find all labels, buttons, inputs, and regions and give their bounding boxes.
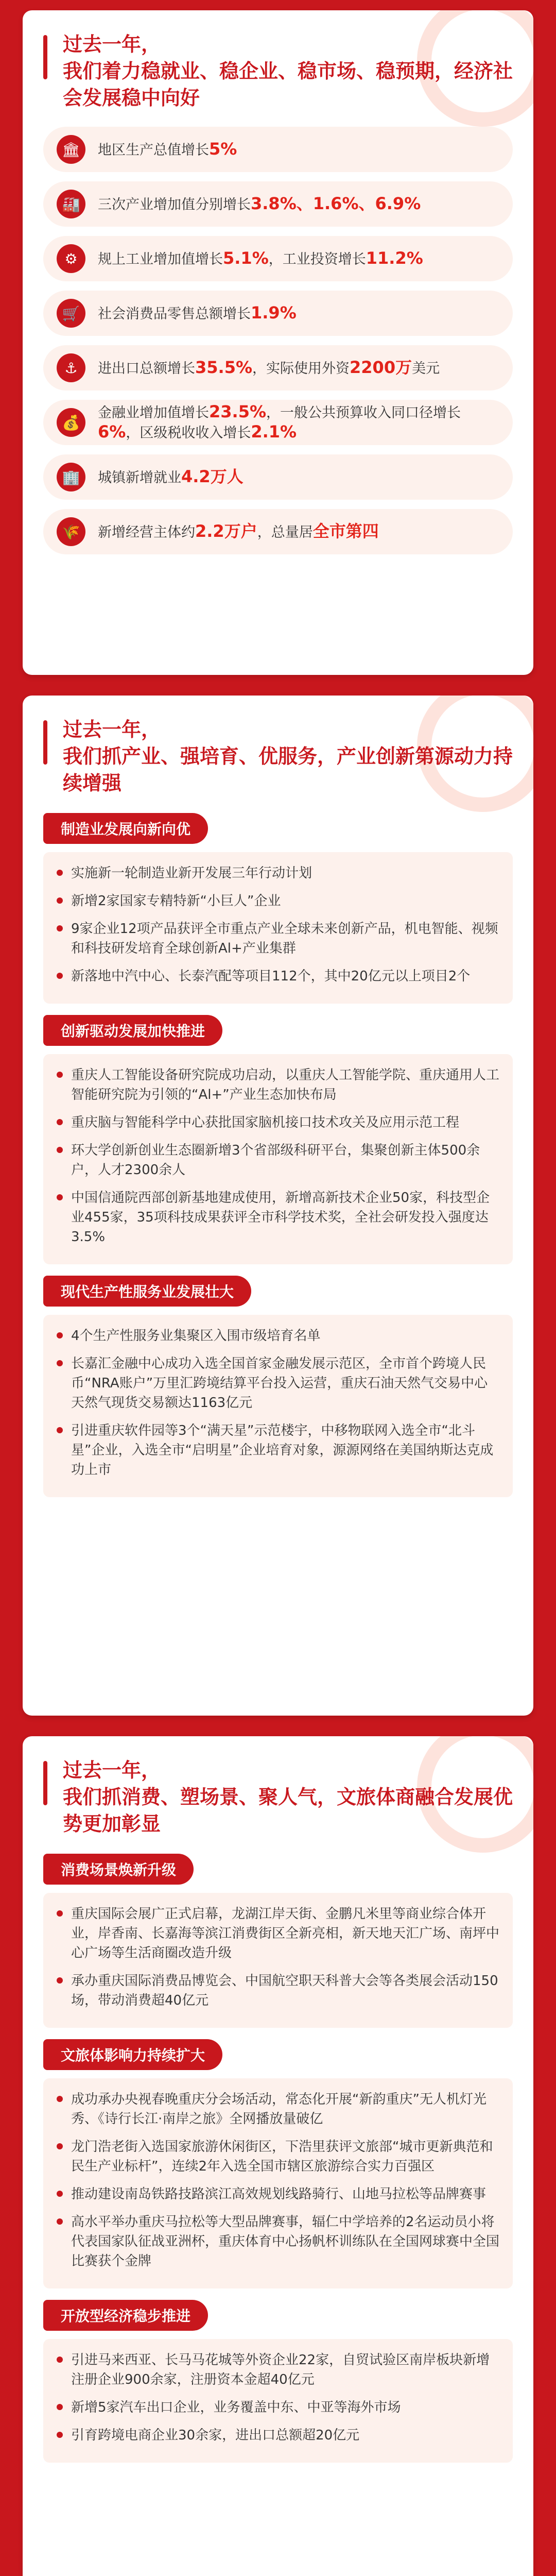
- stat-value: 23.5%: [209, 402, 267, 421]
- stat-text: [98, 467, 244, 487]
- building-icon: 🏢: [57, 463, 85, 492]
- bullet-icon: [57, 2096, 63, 2102]
- stat-label: ，一般公共预算收入同口径增长: [266, 405, 461, 421]
- stat-label: 新增经营主体约: [98, 524, 195, 540]
- stat-value: 全市第四: [312, 521, 379, 541]
- bullet-icon: [57, 897, 63, 904]
- subsection-box: [43, 2078, 513, 2289]
- bullet-icon: [57, 1119, 63, 1125]
- bullet-icon: [57, 2218, 63, 2225]
- ship-icon: ⚓: [57, 353, 85, 382]
- bullet-icon: [57, 1072, 63, 1078]
- stat-label: ，总量居: [257, 524, 313, 540]
- section-card-consumption: [23, 1736, 533, 2576]
- item-text: 重庆脑与智能科学中心获批国家脑机接口技术攻关及应用示范工程: [71, 1115, 460, 1130]
- bullet-icon: [57, 1427, 63, 1433]
- stat-label: 城镇新增就业: [98, 469, 181, 486]
- subsection: [43, 1276, 513, 1497]
- item-text: 环大学创新创业生态圈新增3个省部级科研平台，集聚创新主体500余户，人才2300余人: [71, 1143, 480, 1178]
- section-subtitle: 我们着力稳就业、稳企业、稳市场、稳预期，经济社会发展稳中向好: [63, 60, 513, 109]
- stat-value: 35.5%: [195, 357, 253, 377]
- stat-text: [98, 402, 499, 443]
- section-header: [23, 10, 533, 116]
- item-text: 引育跨境电商企业30余家，进出口总额超20亿元: [71, 2428, 360, 2443]
- subsection-tag: 制造业发展向新向优: [43, 813, 208, 844]
- stat-label: ，区级税收收入增长: [126, 425, 251, 441]
- item-text: 重庆人工智能设备研究院成功启动，以重庆人工智能学院、重庆通用人工智能研究院为引领的“Al+”产业生态加快布局: [71, 1067, 500, 1103]
- list-item: [57, 967, 499, 986]
- stat-text: [98, 522, 379, 542]
- header-accent-bar: [43, 35, 47, 79]
- subsection-box: [43, 1054, 513, 1264]
- list-item: [57, 2212, 499, 2271]
- item-text: 推动建设南岛铁路技路滨江高效规划线路骑行、山地马拉松等品牌赛事: [71, 2187, 486, 2202]
- list-item: [57, 2426, 499, 2445]
- list-item: [57, 1904, 499, 1963]
- section-title: 过去一年，: [63, 718, 161, 741]
- list-item: [57, 863, 499, 883]
- block-list: [23, 813, 533, 1497]
- stat-label: 金融业增加值增长: [98, 405, 209, 421]
- list-item: [57, 2090, 499, 2129]
- section-header: [23, 1736, 533, 1842]
- bullet-icon: [57, 925, 63, 931]
- stat-text: [98, 194, 421, 214]
- stat-label: 三次产业增加值分别增长: [98, 196, 251, 213]
- stat-row: [43, 291, 513, 336]
- cart-icon: 🛒: [57, 299, 85, 328]
- section-title: 过去一年，: [63, 1759, 161, 1782]
- item-text: 新增5家汽车出口企业，业务覆盖中东、中亚等海外市场: [71, 2400, 401, 2415]
- stat-value: 4.2万人: [181, 466, 244, 486]
- subsection-tag: 创新驱动发展加快推进: [43, 1015, 222, 1046]
- list-item: [57, 1065, 499, 1105]
- stat-label: 规上工业增加值增长: [98, 251, 223, 267]
- subsection-box: [43, 2339, 513, 2463]
- bullet-icon: [57, 2404, 63, 2410]
- stat-row: [43, 345, 513, 391]
- item-text: 中国信通院西部创新基地建成使用，新增高新技术企业50家，科技型企业455家，35项科技成果获评全市科学技术奖，全社会研发投入强度达3.5%: [71, 1190, 490, 1245]
- list-item: [57, 891, 499, 911]
- stat-label: 社会消费品零售总额增长: [98, 306, 251, 322]
- stat-row: [43, 454, 513, 500]
- bullet-icon: [57, 2357, 63, 2363]
- section-subtitle: 我们抓消费、塑场景、聚人气，文旅体商融合发展优势更加彰显: [63, 1786, 513, 1835]
- item-text: 承办重庆国际消费品博览会、中国航空职天科普大会等各类展会活动150场，带动消费超40亿元: [71, 1973, 498, 2008]
- item-text: 重庆国际会展广正式启幕，龙湖江岸天街、金鹏凡米里等商业综合体开业，岸香南、长嘉海等滨江消费街区全新亮相，新天地天汇广场、南坪中心广场等生活商圈改造升级: [71, 1906, 500, 1961]
- subsection: [43, 2300, 513, 2463]
- subsection-tag: 开放型经济稳步推进: [43, 2300, 208, 2331]
- list-item: [57, 919, 499, 958]
- list-item: [57, 1421, 499, 1480]
- subsection: [43, 1854, 513, 2028]
- subsection-box: [43, 1893, 513, 2028]
- section-subtitle: 我们抓产业、强培育、优服务，产业创新第源动力持续增强: [63, 745, 513, 794]
- bullet-icon: [57, 973, 63, 979]
- block-list: [23, 1854, 533, 2463]
- stat-label: ，实际使用外资: [252, 360, 350, 377]
- money-icon: 💰: [57, 408, 85, 437]
- item-text: 9家企业12项产品获评全市重点产业全球未来创新产品，机电智能、视频和科技研发培育全球创新Al+产业集群: [71, 921, 498, 956]
- bullet-icon: [57, 1910, 63, 1917]
- item-text: 长嘉汇金融中心成功入选全国首家金融发展示范区，全市首个跨境人民币“NRA账户”万里汇跨境结算平台投入运营，重庆石油天然气交易中心天然气现货交易额达1163亿元: [71, 1356, 488, 1411]
- list-item: [57, 2398, 499, 2417]
- stat-value: 5%: [209, 139, 237, 159]
- bank-icon: 🏛: [57, 135, 85, 164]
- subsection-tag: 现代生产性服务业发展壮大: [43, 1276, 251, 1307]
- stat-row: [43, 509, 513, 554]
- stat-row: [43, 181, 513, 227]
- subsection: [43, 1015, 513, 1264]
- stat-value: 11.2%: [366, 248, 423, 268]
- section-card-industry: [23, 696, 533, 1716]
- bullet-icon: [57, 1194, 63, 1200]
- item-text: 新增2家国家专精特新“小巨人”企业: [71, 893, 281, 909]
- stat-value: 2.1%: [251, 422, 297, 442]
- item-text: 新落地中汽中心、长泰汽配等项目112个，其中20亿元以上项目2个: [71, 969, 471, 984]
- subsection: [43, 813, 513, 1004]
- bullet-icon: [57, 2191, 63, 2197]
- stat-label: 进出口总额增长: [98, 360, 195, 377]
- item-text: 4个生产性服务业集聚区入围市级培育名单: [71, 1328, 321, 1344]
- list-item: [57, 1326, 499, 1346]
- item-text: 引进马来西亚、长马马花城等外资企业22家，自贸试验区南岸板块新增注册企业900余家，注册资本金超40亿元: [71, 2352, 490, 2387]
- stat-label: ，工业投资增长: [268, 251, 366, 267]
- item-text: 成功承办央视春晚重庆分会场活动，常态化开展“新韵重庆”无人机灯光秀、《诗行长江·南岸之旅》全网播放量破亿: [71, 2092, 486, 2127]
- stat-label: 地区生产总值增长: [98, 142, 209, 158]
- item-text: 龙门浩老街入选国家旅游休闲街区，下浩里获评文旅部“城市更新典范和民生产业标杆”，连续2年入选全国市辖区旅游综合实力百强区: [71, 2139, 493, 2174]
- list-item: [57, 1971, 499, 2010]
- stat-row: [43, 236, 513, 281]
- subsection: [43, 2039, 513, 2289]
- stat-text: [98, 249, 423, 269]
- list-item: [57, 2137, 499, 2176]
- stats-list: [23, 116, 533, 584]
- subsection-box: [43, 1315, 513, 1497]
- industry-icon: ⚙: [57, 244, 85, 273]
- bullet-icon: [57, 1360, 63, 1366]
- bullet-icon: [57, 1977, 63, 1984]
- stat-text: [98, 358, 440, 378]
- subsection-tag: 消费场景焕新升级: [43, 1854, 194, 1885]
- stat-value: 6%: [98, 422, 126, 442]
- list-item: [57, 1113, 499, 1132]
- subsection-tag: 文旅体影响力持续扩大: [43, 2039, 222, 2070]
- header-accent-bar: [43, 720, 47, 765]
- stat-value: 2.2万户: [195, 521, 257, 541]
- stat-value: 2200万: [350, 357, 412, 377]
- stat-row: [43, 127, 513, 172]
- stat-text: [98, 140, 237, 160]
- stat-value: 1.9%: [251, 302, 297, 323]
- section-card-economy: [23, 10, 533, 675]
- section-title: 过去一年，: [63, 33, 161, 56]
- header-accent-bar: [43, 1761, 47, 1805]
- list-item: [57, 2350, 499, 2389]
- item-text: 高水平举办重庆马拉松等大型品牌赛事，辐仁中学培养的2名运动员小将代表国家队征战亚洲杯，重庆体育中心扬帆杯训练队在全国网球赛中全国比赛获个金牌: [71, 2214, 500, 2269]
- bullet-icon: [57, 2143, 63, 2149]
- bullet-icon: [57, 1147, 63, 1153]
- stat-label: 美元: [412, 360, 440, 377]
- item-text: 引进重庆软件园等3个“满天星”示范楼宇，中移物联网入选全市“北斗星”企业，入选全市“启明星”企业培育对象，源源网络在美国纳斯达克成功上市: [71, 1423, 494, 1478]
- bullet-icon: [57, 1332, 63, 1338]
- list-item: [57, 1354, 499, 1413]
- bullet-icon: [57, 2432, 63, 2438]
- list-item: [57, 2184, 499, 2204]
- subsection-box: [43, 852, 513, 1004]
- section-header: [23, 696, 533, 802]
- stat-value: 3.8%、1.6%、6.9%: [251, 193, 421, 213]
- stat-text: [98, 303, 297, 324]
- stat-value: 5.1%: [223, 248, 269, 268]
- item-text: 实施新一轮制造业新开发展三年行动计划: [71, 866, 312, 881]
- wheat-icon: 🌾: [57, 517, 85, 546]
- bullet-icon: [57, 870, 63, 876]
- list-item: [57, 1141, 499, 1180]
- list-item: [57, 1188, 499, 1247]
- factory-icon: 🏭: [57, 190, 85, 218]
- stat-row: [43, 400, 513, 445]
